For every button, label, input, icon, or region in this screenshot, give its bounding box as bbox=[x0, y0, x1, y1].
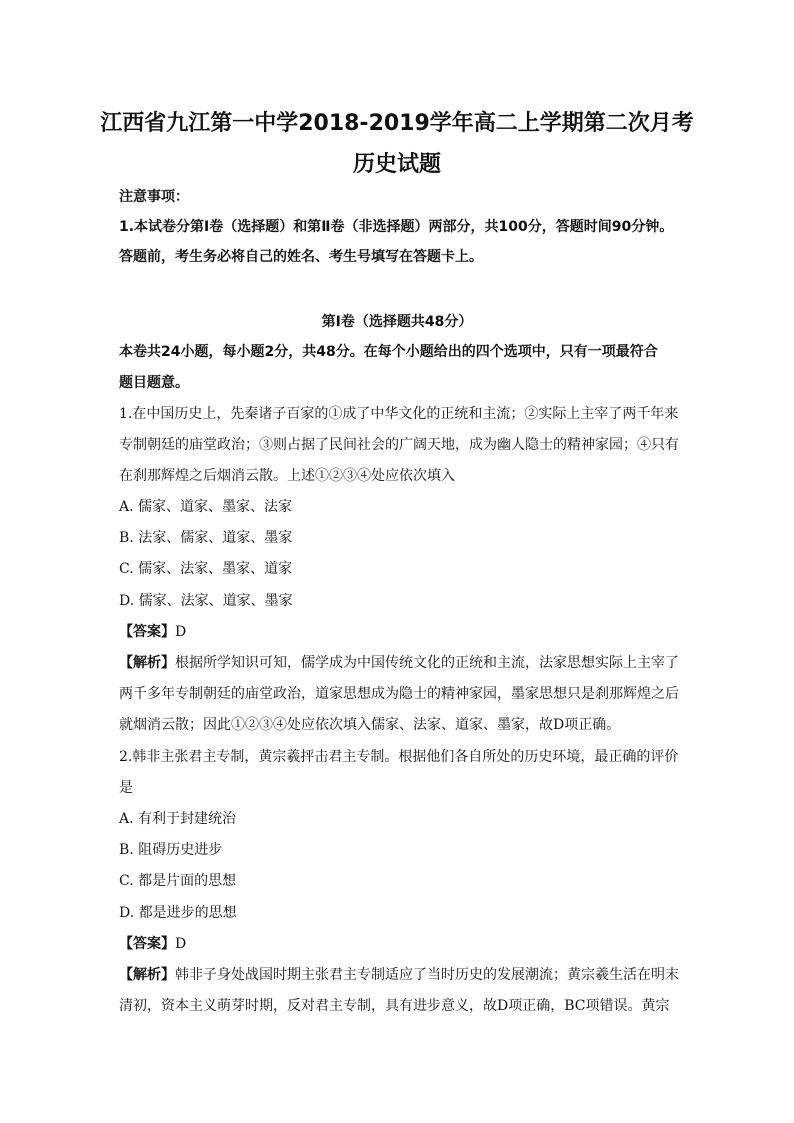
q2-analysis-tag: 【解析】 bbox=[119, 967, 175, 983]
q1-analysis-tag: 【解析】 bbox=[119, 655, 175, 671]
q2-analysis-1 bbox=[119, 966, 679, 984]
notice-line-2: 答题前，考生务必将自己的姓名、考生号填写在答题卡上。 bbox=[119, 249, 483, 265]
q1-analysis-1 bbox=[119, 654, 679, 672]
q2-option-d: D. 都是进步的思想 bbox=[119, 905, 237, 921]
q2-analysis-2: 清初，资本主义萌芽时期，反对君主专制，具有进步意义，故D项正确，BC项错误。黄宗 bbox=[119, 998, 670, 1014]
q1-stem-2: 专制朝廷的庙堂政治；③则占据了民间社会的广阔天地，成为幽人隐士的精神家园；④只有 bbox=[119, 437, 679, 453]
q2-option-a: A. 有利于封建统治 bbox=[119, 811, 237, 827]
q2-option-b: B. 阻碍历史进步 bbox=[119, 842, 223, 858]
section-intro-2: 题目题意。 bbox=[119, 375, 189, 391]
q2-stem-1: 2.韩非主张君主专制，黄宗羲抨击君主专制。根据他们各自所处的历史环境，最正确的评价 bbox=[119, 749, 679, 765]
q2-option-c: C. 都是片面的思想 bbox=[119, 873, 237, 889]
q2-stem-2: 是 bbox=[119, 780, 133, 796]
q1-answer bbox=[119, 623, 679, 641]
q2-answer-value: D bbox=[175, 936, 187, 952]
q1-option-c: C. 儒家、法家、墨家、道家 bbox=[119, 561, 293, 577]
q1-analysis-text-1: 根据所学知识可知，儒学成为中国传统文化的正统和主流，法家思想实际上主宰了 bbox=[175, 655, 679, 671]
q1-option-d: D. 儒家、法家、道家、墨家 bbox=[119, 593, 293, 609]
notice-heading: 注意事项： bbox=[119, 189, 189, 205]
q1-stem-1: 1.在中国历史上，先秦诸子百家的①成了中华文化的正统和主流；②实际上主宰了两千年来 bbox=[119, 406, 679, 422]
q2-answer-tag: 【答案】 bbox=[119, 936, 175, 952]
q2-answer bbox=[119, 935, 679, 953]
document-title: 江西省九江第一中学2018-2019学年高二上学期第二次月考 bbox=[100, 111, 694, 136]
section-intro-1: 本卷共24小题，每小题2分，共48分。在每个小题给出的四个选项中，只有一项最符合 bbox=[119, 344, 658, 360]
q1-option-a: A. 儒家、道家、墨家、法家 bbox=[119, 499, 293, 515]
q1-analysis-3: 就烟消云散；因此①②③④处应依次填入儒家、法家、道家、墨家，故D项正确。 bbox=[119, 717, 621, 733]
notice-line-1: 1.本试卷分第Ⅰ卷（选择题）和第Ⅱ卷（非选择题）两部分，共100分，答题时间90分钟。 bbox=[119, 219, 674, 235]
q1-stem-3: 在刹那辉煌之后烟消云散。上述①②③④处应依次填入 bbox=[119, 468, 455, 484]
q1-answer-value: D bbox=[175, 624, 187, 640]
q2-analysis-text-1: 韩非子身处战国时期主张君主专制适应了当时历史的发展潮流；黄宗羲生活在明末 bbox=[175, 967, 679, 983]
q1-analysis-2: 两千多年专制朝廷的庙堂政治，道家思想成为隐士的精神家园，墨家思想只是刹那辉煌之后 bbox=[119, 686, 679, 702]
q1-answer-tag: 【答案】 bbox=[119, 624, 175, 640]
document-subtitle: 历史试题 bbox=[352, 152, 441, 177]
section-heading: 第Ⅰ卷（选择题共48分） bbox=[321, 314, 473, 330]
q1-option-b: B. 法家、儒家、道家、墨家 bbox=[119, 530, 293, 546]
